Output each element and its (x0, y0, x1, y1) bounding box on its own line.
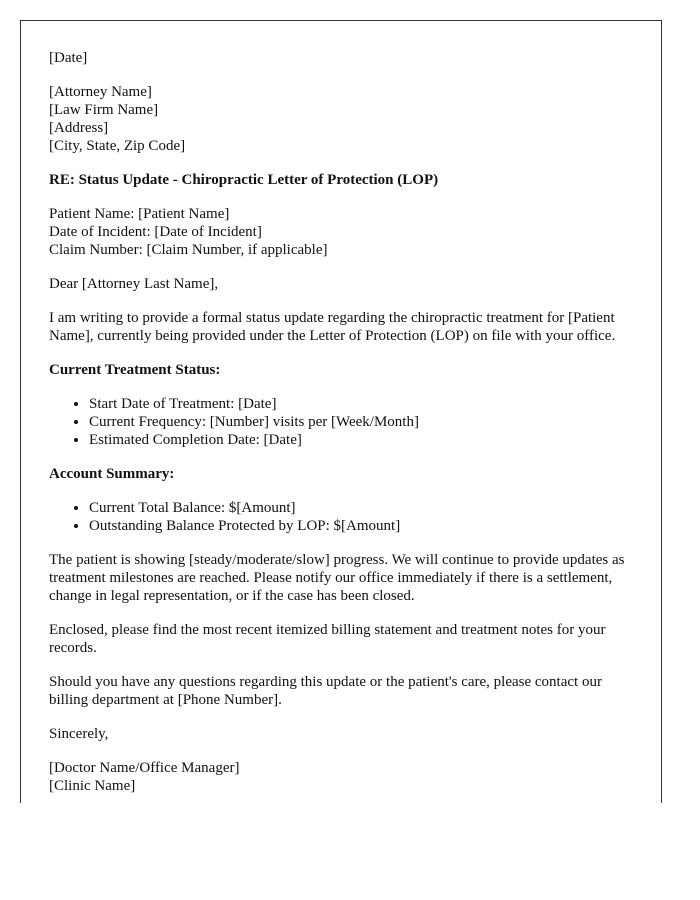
account-list (49, 499, 631, 535)
salutation: Dear [Attorney Last Name], (49, 276, 219, 292)
list-item: • Current Total Balance: $[Amount] (89, 499, 631, 517)
list-item: • Start Date of Treatment: [Date] (89, 395, 631, 413)
patient-name: Patient Name: [Patient Name] (49, 206, 230, 222)
address: [Address] (49, 120, 109, 136)
city-state-zip: [City, State, Zip Code] (49, 138, 186, 154)
treatment-heading: Current Treatment Status: (49, 362, 221, 378)
list-item: • Current Frequency: [Number] visits per [Week/Month] (89, 413, 631, 431)
recipient-block (49, 83, 631, 155)
attorney-name: [Attorney Name] (49, 84, 152, 100)
list-item: • Estimated Completion Date: [Date] (89, 431, 631, 449)
list-item: • Outstanding Balance Protected by LOP: $[Amount] (89, 517, 631, 535)
account-heading: Account Summary: (49, 466, 175, 482)
letter-page (20, 20, 662, 803)
clinic-name: [Clinic Name] (49, 778, 136, 794)
enclosed-paragraph: Enclosed, please find the most recent itemized billing statement and treatment notes for your records. (49, 622, 606, 656)
progress-paragraph: The patient is showing [steady/moderate/slow] progress. We will continue to provide updates as treatment milestones are reached. Please notify our office immediately if there is a settlement, change in legal representation, or if the case has been closed. (49, 552, 625, 604)
subject-line: RE: Status Update - Chiropractic Letter of Protection (LOP) (49, 172, 439, 188)
questions-paragraph: Should you have any questions regarding this update or the patient's care, please contact our billing department at [Phone Number]. (49, 674, 602, 708)
date-of-incident: Date of Incident: [Date of Incident] (49, 224, 262, 240)
claim-number: Claim Number: [Claim Number, if applicable] (49, 242, 328, 258)
patient-details (49, 205, 631, 259)
intro-paragraph: I am writing to provide a formal status update regarding the chiropractic treatment for [Patient Name], currently being provided under the Letter of Protection (LOP) on file with your office. (49, 310, 616, 344)
law-firm-name: [Law Firm Name] (49, 102, 159, 118)
closing: Sincerely, (49, 726, 109, 742)
treatment-list (49, 395, 631, 449)
signer-name: [Doctor Name/Office Manager] (49, 760, 240, 776)
signature-block (49, 759, 631, 795)
letter-date: [Date] (49, 50, 88, 66)
